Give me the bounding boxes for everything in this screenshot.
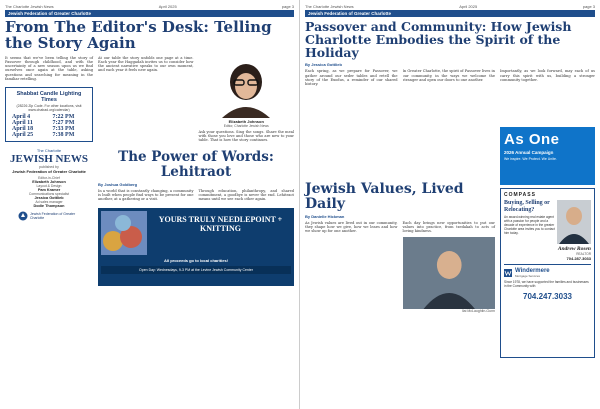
shabbat-day: April 4 <box>12 114 31 121</box>
windermere-brand-row <box>504 264 591 278</box>
passover-paragraph: In Greater Charlotte, the spirit of Passover lives in our community, in the ways we welcome the stranger and open our doors to one another. <box>402 69 495 82</box>
editor-portrait-image <box>214 56 278 118</box>
passover-column-3 <box>500 69 595 125</box>
running-head-page: page 3 <box>582 4 595 9</box>
windermere-brand: Windermere <box>515 268 550 275</box>
staff-role: Ad sales manager <box>35 200 63 205</box>
table-row <box>8 132 90 138</box>
windermere-phone[interactable]: 704.247.3033 <box>523 292 572 302</box>
values-paragraph: Each day brings new opportunities to put our values into practice, from tzedakah to acts of loving kindness. <box>402 220 495 234</box>
values-photo <box>403 237 496 309</box>
windermere-brand-sub: Mortgage Services <box>515 274 541 279</box>
federation-logo-text: Jewish Federation of Greater Charlotte <box>30 212 76 221</box>
editor-paragraph: It seems that we've been telling the story of Passover through childhood, and with the uncertainty of a new season upon us we find ourselves once again at the table, asking questions and searching for meaning in the familiar retelling. <box>5 55 93 81</box>
federation-logo-icon <box>18 211 28 221</box>
shabbat-time: 7:27 PM <box>52 120 75 127</box>
passover-column-1 <box>305 69 398 177</box>
shabbat-day: April 25 <box>12 132 34 139</box>
values-photo-caption: Ilai McLaughlin-Gunn <box>461 308 495 313</box>
agent-portrait-image <box>557 200 591 244</box>
windermere-heading: Buying, Selling or Relocating? <box>504 200 550 213</box>
mitzvot-headline: The Power of Words: Lehitraot <box>118 149 274 180</box>
editor-photo-block <box>199 56 295 145</box>
yarn-ad[interactable] <box>98 208 294 286</box>
mitzvot-byline: By Joshua Goldberg <box>98 181 138 187</box>
editor-headline: From The Editor's Desk: Telling the Story Again <box>5 18 272 52</box>
as-one-headline: 2026 Annual Campaign <box>504 150 554 156</box>
mitzvot-column-2 <box>199 189 295 204</box>
shabbat-day: April 11 <box>12 120 33 127</box>
masthead-title: JEWISH NEWS <box>10 153 88 166</box>
values-paragraph: As Jewish values are lived out in our community, they shape how we give, how we learn and how we show up for one another. <box>305 220 398 234</box>
shabbat-time: 7:38 PM <box>52 132 75 139</box>
yarn-ad-foot: Open Day: Wednesdays, 9-3 PM at the Levine Jewish Community Center <box>101 266 291 274</box>
running-head-page: page 3 <box>281 4 294 9</box>
editor-title: Editor, Charlotte Jewish News <box>223 123 269 128</box>
shabbat-title: Shabbat Candle Lighting Times <box>16 91 82 104</box>
passover-paragraph: Importantly, as we look forward, may each of us carry this spirit with us, building a stronger community together. <box>500 69 595 82</box>
staff-name: Pam Kramer <box>37 188 61 193</box>
windermere-ad[interactable] <box>500 188 595 358</box>
values-column-1 <box>305 221 398 313</box>
running-head-date: April 2025 <box>459 4 478 9</box>
values-byline: By Danielle Hickman <box>305 213 345 219</box>
staff-role: Layout & Design <box>36 184 62 189</box>
running-head-publication: The Charlotte Jewish News <box>305 4 354 9</box>
masthead-staff <box>5 176 93 208</box>
running-head-publication: The Charlotte Jewish News <box>5 4 54 9</box>
shabbat-box <box>5 87 93 142</box>
windermere-tagline: Since 1978, we have supported the families and businesses in the Community with <box>504 280 589 289</box>
yarn-ad-title: YOURS TRULY NEEDLEPOINT + KNITTING <box>158 214 283 233</box>
right-sidebar <box>500 69 595 358</box>
editor-column-3 <box>199 130 295 143</box>
agent-phone[interactable]: 704.287.3033 <box>566 256 591 262</box>
masthead-publisher: Jewish Federation of Greater Charlotte <box>12 169 86 175</box>
values-photo-image <box>403 237 496 309</box>
mitzvot-column-1 <box>98 189 194 204</box>
values-headline: Jewish Values, Lived Daily <box>305 181 464 213</box>
passover-paragraph: Each spring, as we prepare for Passover, we gather around our seder tables and retell the story of the Exodus, a reminder of our shared history. <box>305 69 398 87</box>
agent-name: Andrew Rosen <box>557 246 591 253</box>
yarn-ad-body: All proceeds go to local charities! <box>163 257 228 263</box>
masthead-top: The Charlotte <box>36 148 62 154</box>
staff-name: Jessica Gottlieb <box>34 196 64 201</box>
editor-name: Elizabeth Johnson <box>228 118 264 124</box>
editor-paragraph: At our table the story unfolds one page at a time. Each year the Haggadah invites us to consider how the ancient narrative speaks to our own moment, and each year it feels new again. <box>98 55 194 73</box>
as-one-ad[interactable] <box>500 127 595 185</box>
staff-role: Editor-in-Chief <box>38 176 60 181</box>
section-band: Jewish Federation of Greater Charlotte <box>5 10 294 17</box>
mitzvot-paragraph: In a world that is constantly changing, a community is built when people find ways to be present for one another, at a gathering or a visit. <box>98 188 194 202</box>
agent-title: REALTOR <box>576 252 591 257</box>
windermere-w-icon <box>504 269 512 277</box>
running-head-date: April 2025 <box>158 4 177 9</box>
shabbat-time: 7:22 PM <box>52 114 75 121</box>
staff-name: Elizabeth Johnson <box>32 180 66 185</box>
right-page <box>300 0 600 409</box>
staff-role: Communications specialist <box>28 192 70 197</box>
shabbat-time: 7:33 PM <box>52 126 75 133</box>
passover-byline: By Jessica Gottlieb <box>305 62 342 68</box>
mitzvot-paragraph: Through education, philanthropy, and shared commitment, a goodbye is never the end. Lehitraot means until we see each other again. <box>198 188 294 202</box>
editor-photo <box>214 56 278 118</box>
values-column-2 <box>403 221 496 234</box>
passover-column-2 <box>403 69 496 177</box>
masthead-published-by: published by <box>39 165 59 170</box>
agent-photo <box>557 200 591 244</box>
editor-column-2 <box>98 56 194 145</box>
values-column-2-block <box>403 221 496 313</box>
staff-name: Dodie Thompson <box>33 204 65 209</box>
federation-logo <box>5 211 93 221</box>
compass-logo: COMPASS <box>504 192 536 199</box>
as-one-tagline: We inspire. We Protect. We Unite. <box>504 157 557 162</box>
section-band: Jewish Federation of Greater Charlotte <box>305 10 595 17</box>
masthead <box>5 148 93 221</box>
editor-paragraph: Ask your questions. Sing the songs. Share the meal with those you love and those who are new to your table. That is how the story continues. <box>198 129 294 143</box>
yarn-image <box>101 211 147 255</box>
editor-column-1 <box>5 56 93 82</box>
shabbat-table <box>8 114 90 138</box>
windermere-body: An award-winning real estate agent with a passion for people and a decade of experience in the greater Charlotte area invites you to contact him today. <box>504 215 555 236</box>
shabbat-subtitle: (28226 Zip Code. For other locations, visit www.chabad.org/calendar) <box>16 104 82 113</box>
passover-headline: Passover and Community: How Jewish Charlotte Embodies the Spirit of the Holiday <box>305 19 572 61</box>
yarn-ad-photo <box>101 211 147 255</box>
as-one-brand: As One <box>504 131 560 149</box>
shabbat-day: April 18 <box>12 126 34 133</box>
